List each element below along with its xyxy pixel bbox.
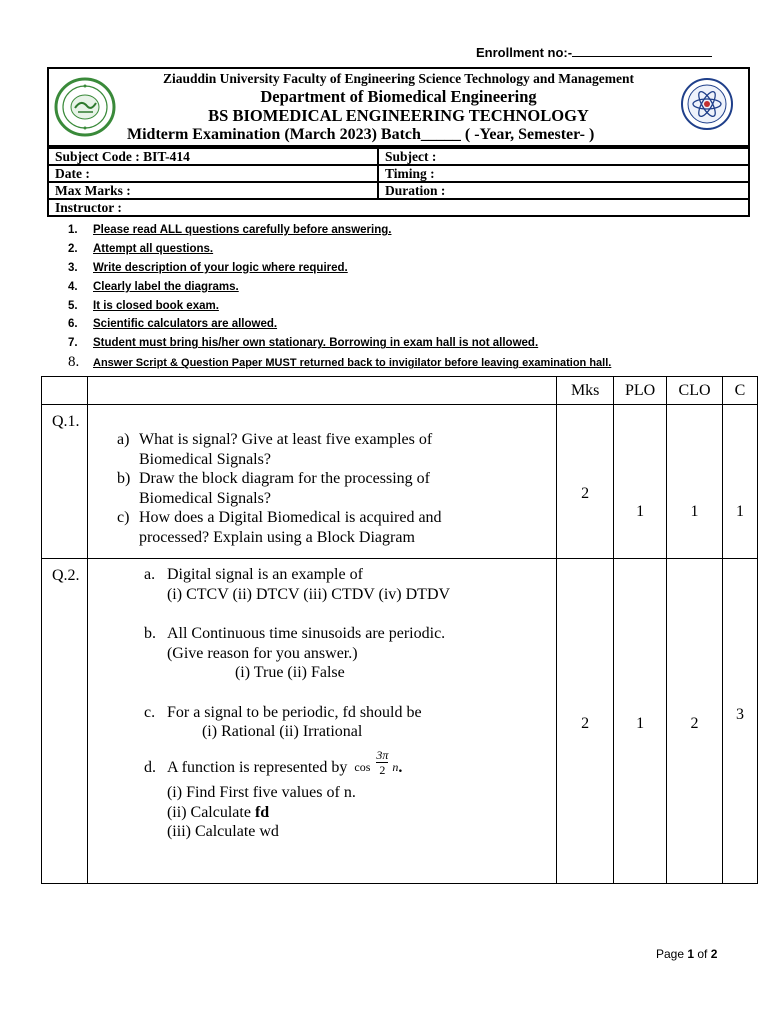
instruction-item bbox=[60, 297, 611, 316]
c-header: C bbox=[723, 377, 758, 405]
instruction-text: Please read ALL questions carefully before answering. bbox=[93, 224, 392, 236]
instruction-text: Attempt all questions. bbox=[93, 242, 214, 255]
q2-part-c bbox=[144, 703, 556, 742]
question-number: Q.1. bbox=[42, 405, 88, 559]
part-text: (Give reason for you answer.) bbox=[166, 644, 358, 662]
instruction-number: 3. bbox=[68, 261, 78, 274]
part-subquestion-bold: fd bbox=[254, 803, 270, 821]
part-text: What is signal? Give at least five examples of bbox=[138, 431, 433, 448]
q1-marks: 2 bbox=[557, 405, 614, 559]
enrollment-field bbox=[476, 44, 712, 60]
instruction-item bbox=[60, 259, 611, 278]
formula-fraction bbox=[376, 748, 388, 777]
instruction-number: 4. bbox=[68, 280, 78, 293]
q1-parts bbox=[117, 430, 556, 547]
instruction-text: Clearly label the diagrams. bbox=[93, 280, 239, 293]
part-text: All Continuous time sinusoids are periodic. bbox=[166, 625, 446, 642]
part-text: Digital signal is an example of bbox=[166, 566, 363, 583]
instruction-number: 5. bbox=[68, 299, 78, 312]
part-text: How does a Digital Biomedical is acquired and bbox=[138, 509, 442, 526]
part-label: d. bbox=[143, 758, 156, 776]
instruction-item bbox=[60, 240, 611, 259]
formula-variable: n bbox=[392, 759, 399, 774]
part-text: Biomedical Signals? bbox=[138, 489, 271, 507]
max-marks-cell: Max Marks : bbox=[48, 182, 378, 199]
page-footer bbox=[656, 947, 717, 961]
part-label: c) bbox=[116, 509, 130, 526]
mks-header: Mks bbox=[557, 377, 614, 405]
q2-clo: 2 bbox=[667, 559, 723, 884]
part-label: b) bbox=[116, 470, 131, 487]
q1-c: 1 bbox=[723, 405, 758, 559]
part-text: Draw the block diagram for the processing of bbox=[138, 470, 430, 487]
question-row-q1 bbox=[42, 405, 758, 559]
instruction-text: Write description of your logic where required. bbox=[93, 261, 348, 274]
part-options: (i) True (ii) False bbox=[234, 664, 345, 681]
q2-part-b bbox=[144, 624, 556, 683]
q1-part-a bbox=[117, 430, 556, 469]
part-options: (i) CTCV (ii) DTCV (iii) CTDV (iv) DTDV bbox=[166, 585, 451, 603]
part-subquestion-text: (ii) Calculate bbox=[166, 803, 255, 821]
part-label: a. bbox=[143, 566, 156, 583]
instruction-item bbox=[60, 334, 611, 353]
enrollment-label: Enrollment no:- bbox=[476, 45, 573, 60]
q2-marks: 2 bbox=[557, 559, 614, 884]
part-text: processed? Explain using a Block Diagram bbox=[138, 528, 415, 546]
plo-header: PLO bbox=[614, 377, 667, 405]
questions-table bbox=[41, 376, 758, 884]
instruction-text: Answer Script & Question Paper MUST returned back to invigilator before leaving examination hall. bbox=[93, 357, 612, 370]
clo-header: CLO bbox=[667, 377, 723, 405]
part-text: A function is represented by bbox=[166, 758, 348, 776]
header-blank-cell bbox=[87, 377, 556, 405]
subject-cell: Subject : bbox=[378, 148, 749, 165]
date-cell: Date : bbox=[48, 165, 378, 182]
exam-title: Midterm Examination (March 2023) Batch_____ ( -Year, Semester- ) bbox=[127, 126, 595, 143]
instruction-text: Student must bring his/her own stationary. Borrowing in exam hall is not allowed. bbox=[93, 337, 539, 350]
instruction-text: It is closed book exam. bbox=[93, 299, 219, 312]
q1-plo: 1 bbox=[614, 405, 667, 559]
instruction-number: 8. bbox=[68, 354, 80, 371]
university-name: Ziauddin University Faculty of Engineering Science Technology and Management bbox=[162, 71, 635, 86]
part-subquestion: (iii) Calculate wd bbox=[166, 823, 279, 840]
instruction-text: Scientific calculators are allowed. bbox=[93, 318, 278, 331]
formula-numerator: 3π bbox=[376, 747, 389, 762]
exam-header bbox=[47, 67, 750, 147]
question-number: Q.2. bbox=[42, 559, 88, 884]
q1-part-c bbox=[117, 508, 556, 547]
instructor-cell: Instructor : bbox=[48, 199, 749, 216]
subject-code-cell: Subject Code : BIT-414 bbox=[48, 148, 378, 165]
q2-c: 3 bbox=[723, 559, 758, 884]
header-blank-cell bbox=[42, 377, 88, 405]
faculty-logo bbox=[680, 77, 734, 131]
part-label: b. bbox=[143, 625, 156, 642]
footer-of-label: of bbox=[694, 947, 711, 961]
footer-page-label: Page bbox=[656, 947, 688, 961]
formula-cos: cos bbox=[354, 759, 371, 774]
instruction-number: 7. bbox=[68, 337, 78, 350]
department-name: Department of Biomedical Engineering bbox=[260, 87, 537, 106]
q2-part-d: d. A function is represented by cos $\frac{3\pi}{2}$ n. (i) Find First five values of n. (ii) Calculate fd (iii) Calculate wd bbox=[144, 748, 556, 842]
instruction-number: 6. bbox=[68, 318, 78, 331]
duration-cell: Duration : bbox=[378, 182, 749, 199]
questions-header-row bbox=[42, 377, 758, 405]
instruction-item bbox=[60, 278, 611, 297]
enrollment-blank-line bbox=[572, 44, 712, 57]
formula-denominator: 2 bbox=[376, 762, 388, 777]
instruction-number: 1. bbox=[68, 224, 78, 236]
instruction-number: 2. bbox=[68, 242, 78, 255]
part-text: For a signal to be periodic, fd should be bbox=[166, 703, 422, 721]
timing-cell: Timing : bbox=[378, 165, 749, 182]
exam-info-table bbox=[47, 147, 750, 217]
instructions-list bbox=[60, 221, 611, 372]
question-row-q2 bbox=[42, 559, 758, 884]
q2-plo: 1 bbox=[614, 559, 667, 884]
q2-part-a bbox=[144, 565, 556, 604]
q1-clo: 1 bbox=[667, 405, 723, 559]
instruction-item bbox=[60, 353, 611, 372]
footer-total-pages: 2 bbox=[710, 947, 718, 961]
program-name: BS BIOMEDICAL ENGINEERING TECHNOLOGY bbox=[208, 106, 589, 125]
instruction-item bbox=[60, 315, 611, 334]
part-options: (i) Rational (ii) Irrational bbox=[201, 723, 363, 740]
instruction-item bbox=[60, 221, 611, 240]
q1-part-b bbox=[117, 469, 556, 508]
question-body-q2 bbox=[87, 559, 556, 884]
part-text: Biomedical Signals? bbox=[138, 450, 271, 468]
part-subquestion: (i) Find First five values of n. bbox=[166, 784, 356, 801]
part-label: c. bbox=[143, 703, 156, 721]
footer-current-page: 1 bbox=[687, 947, 695, 961]
question-body-q1 bbox=[87, 405, 556, 559]
part-label: a) bbox=[116, 431, 130, 448]
part-subquestion bbox=[167, 803, 556, 823]
